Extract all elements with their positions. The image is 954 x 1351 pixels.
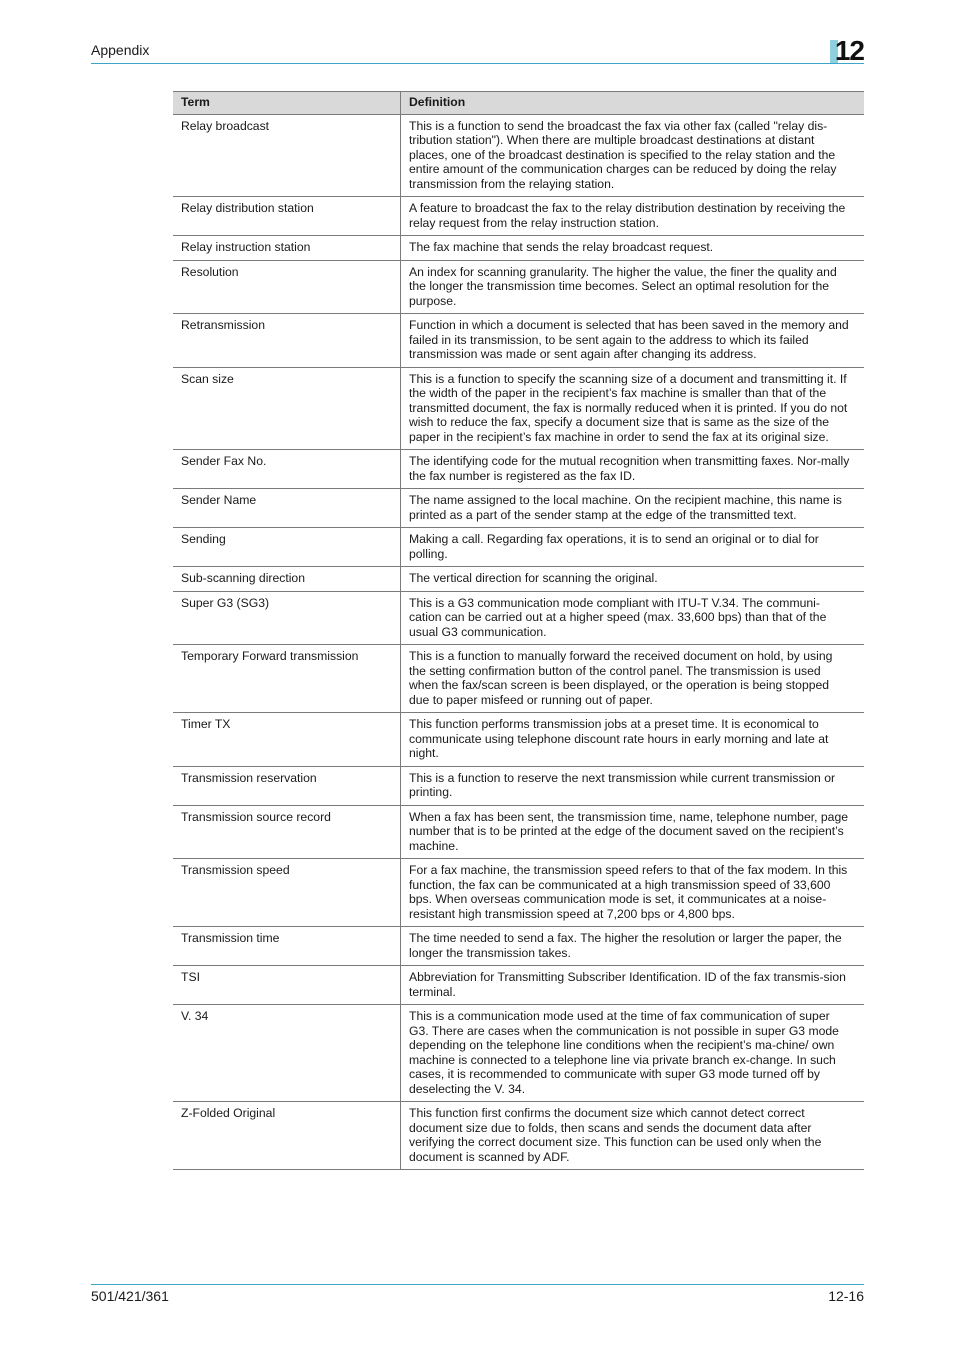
table-row: [173, 450, 864, 489]
page-number: 12-16: [828, 1288, 864, 1304]
table-row: [173, 260, 864, 314]
definition-cell: Making a call. Regarding fax operations, it is to send an original or to dial for polling.: [401, 528, 865, 567]
table-row: [173, 367, 864, 450]
definition-cell: This is a function to reserve the next transmission while current transmission or printing.: [401, 766, 865, 805]
table-row: [173, 927, 864, 966]
table-row: [173, 1005, 864, 1102]
term-cell: Sender Fax No.: [173, 450, 401, 489]
term-cell: Scan size: [173, 367, 401, 450]
definition-cell: The vertical direction for scanning the original.: [401, 567, 865, 592]
definition-cell: A feature to broadcast the fax to the relay distribution destination by receiving the relay request from the relay instruction station.: [401, 197, 865, 236]
table-body: [173, 114, 864, 1170]
term-cell: Relay broadcast: [173, 114, 401, 197]
table-row: [173, 713, 864, 767]
footer-rule: [91, 1284, 864, 1285]
table-row: [173, 197, 864, 236]
table-row: [173, 528, 864, 567]
term-cell: Timer TX: [173, 713, 401, 767]
term-cell: Temporary Forward transmission: [173, 645, 401, 713]
column-header-definition: Definition: [401, 92, 865, 115]
header-rule: [91, 63, 864, 64]
definition-cell: This is a G3 communication mode compliant with ITU-T V.34. The communi-cation can be carried out at a higher speed (max. 33,600 bps) than that of the usual G3 communication.: [401, 591, 865, 645]
term-cell: Relay distribution station: [173, 197, 401, 236]
term-cell: Sending: [173, 528, 401, 567]
table-row: [173, 645, 864, 713]
definition-cell: The time needed to send a fax. The higher the resolution or larger the paper, the longer the transmission takes.: [401, 927, 865, 966]
term-cell: Relay instruction station: [173, 236, 401, 261]
definition-cell: This function first confirms the document size which cannot detect correct document size due to folds, then scans and sends the document data after verifying the correct document size. This function can be used only when the document is scanned by ADF.: [401, 1102, 865, 1170]
table-row: [173, 489, 864, 528]
definition-cell: When a fax has been sent, the transmission time, name, telephone number, page number that is to be printed at the edge of the document saved on the recipient’s machine.: [401, 805, 865, 859]
model-number: 501/421/361: [91, 1288, 169, 1304]
term-cell: Resolution: [173, 260, 401, 314]
table-row: [173, 114, 864, 197]
table-row: [173, 966, 864, 1005]
definition-cell: Function in which a document is selected that has been saved in the memory and failed in its transmission, to be sent again to the address to which its failed transmission was made or sent again after changing its address.: [401, 314, 865, 368]
term-cell: TSI: [173, 966, 401, 1005]
table-row: [173, 766, 864, 805]
definition-cell: This is a function to manually forward the received document on hold, by using the setting confirmation button of the control panel. The transmission is used when the fax/scan screen is been displayed, or the operation is being stopped due to paper misfeed or running out of paper.: [401, 645, 865, 713]
section-title: Appendix: [91, 42, 150, 58]
table-row: [173, 567, 864, 592]
term-cell: Transmission time: [173, 927, 401, 966]
term-cell: Transmission speed: [173, 859, 401, 927]
definition-cell: This is a function to send the broadcast the fax via other fax (called "relay dis-tribution station"). When there are multiple broadcast destinations at distant places, one of the broadcast destination is specified to the relay station and the entire amount of the communication charges can be reduced by doing the relay transmission from the relaying station.: [401, 114, 865, 197]
term-cell: Transmission reservation: [173, 766, 401, 805]
table-row: [173, 236, 864, 261]
term-cell: Sub-scanning direction: [173, 567, 401, 592]
table-header: [173, 92, 864, 115]
table-row: [173, 805, 864, 859]
definition-cell: The fax machine that sends the relay broadcast request.: [401, 236, 865, 261]
term-cell: Z-Folded Original: [173, 1102, 401, 1170]
column-header-term: Term: [173, 92, 401, 115]
definition-cell: Abbreviation for Transmitting Subscriber Identification. ID of the fax transmis-sion terminal.: [401, 966, 865, 1005]
table-row: [173, 1102, 864, 1170]
definition-cell: The name assigned to the local machine. On the recipient machine, this name is printed as a part of the sender stamp at the edge of the transmitted text.: [401, 489, 865, 528]
definition-cell: For a fax machine, the transmission speed refers to that of the fax modem. In this function, the fax can be communicated at a high transmission speed of 33,600 bps. When overseas communication mode is set, it communicates at a noise-resistant high transmission speed at 7,200 bps or 4,800 bps.: [401, 859, 865, 927]
table-row: [173, 859, 864, 927]
definition-cell: This is a function to specify the scanning size of a document and transmitting it. If the width of the paper in the recipient’s fax machine is smaller than that of the transmitted document, the fax is normally reduced when it is printed. If you do not wish to reduce the fax, specify a document size that is same as the size of the paper in the recipient’s fax machine in order to send the fax at its original size.: [401, 367, 865, 450]
glossary-table: [173, 91, 864, 1170]
term-cell: V. 34: [173, 1005, 401, 1102]
definition-cell: This is a communication mode used at the time of fax communication of super G3. There are cases when the communication is not possible in super G3 mode depending on the telephone line conditions when the recipient’s ma-chine/ own machine is connected to a telephone line via private branch ex-change. In such cases, it is recommended to communicate with super G3 mode turned off by deselecting the V. 34.: [401, 1005, 865, 1102]
table-row: [173, 314, 864, 368]
term-cell: Super G3 (SG3): [173, 591, 401, 645]
definition-cell: An index for scanning granularity. The higher the value, the finer the quality and the longer the transmission time becomes. Select an optimal resolution for the purpose.: [401, 260, 865, 314]
definition-cell: The identifying code for the mutual recognition when transmitting faxes. Nor-mally the fax number is registered as the fax ID.: [401, 450, 865, 489]
table-row: [173, 591, 864, 645]
header-row: [173, 92, 864, 115]
chapter-number: 12: [834, 35, 864, 66]
definition-cell: This function performs transmission jobs at a preset time. It is economical to communicate using telephone discount rate hours in early morning and late at night.: [401, 713, 865, 767]
term-cell: Transmission source record: [173, 805, 401, 859]
term-cell: Sender Name: [173, 489, 401, 528]
term-cell: Retransmission: [173, 314, 401, 368]
